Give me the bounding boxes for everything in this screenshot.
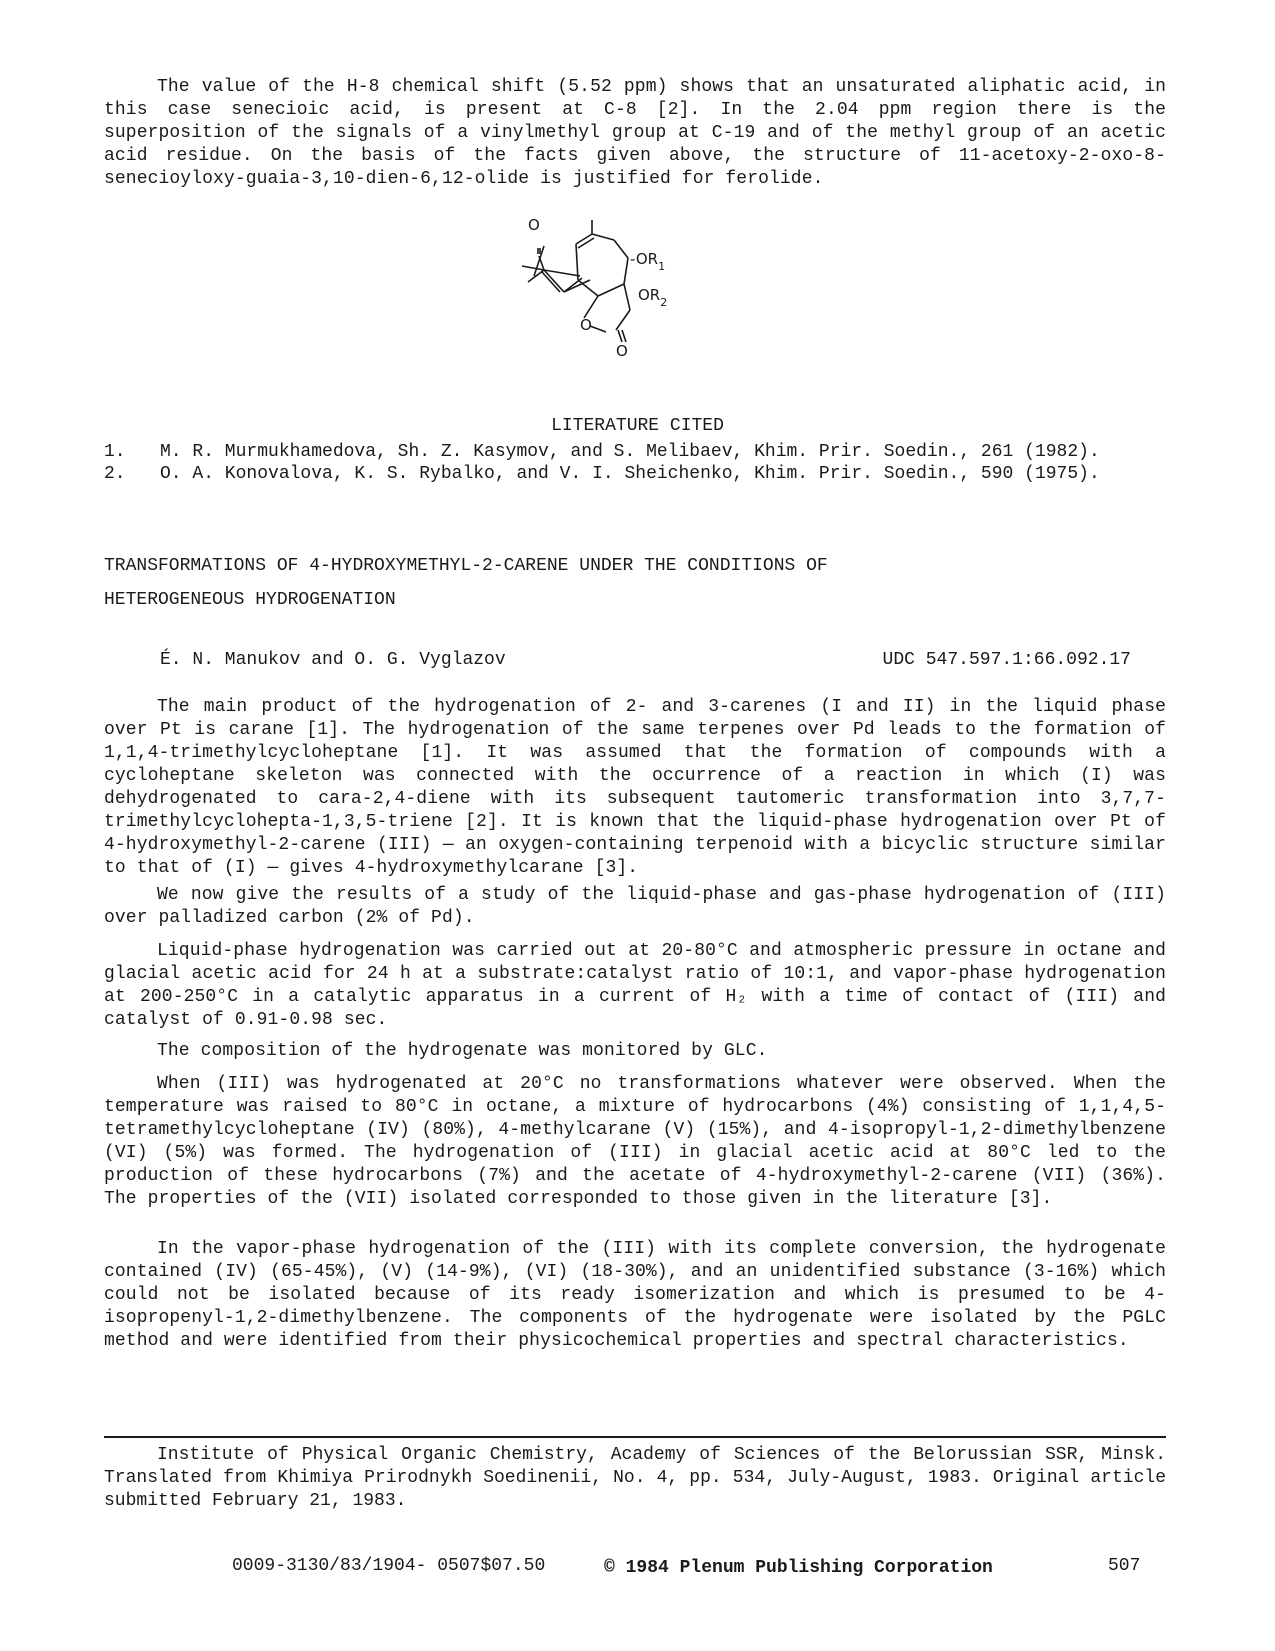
or1-label: $-OR_1$ bbox=[630, 250, 666, 273]
article-title-line-1: TRANSFORMATIONS OF 4-HYDROXYMETHYL-2-CARENE UNDER THE CONDITIONS OF bbox=[104, 556, 828, 576]
reference-number: 1. bbox=[104, 442, 126, 462]
oxo-label-bottom: O bbox=[616, 342, 628, 360]
reference-text: M. R. Murmukhamedova, Sh. Z. Kasymov, and S. Melibaev, Khim. Prir. Soedin., 261 (1982). bbox=[160, 442, 1100, 462]
body-paragraph: Liquid-phase hydrogenation was carried out at 20-80°C and atmospheric pressure in octane and glacial acetic acid for 24 h at a substrate:catalyst ratio of 10:1, and vapor-phase hydrogenation at 200-250°C in a catalytic apparatus in a current of H₂ with a time of contact of (III) and catalyst of 0.91-0.98 sec. bbox=[104, 941, 1166, 1030]
body-paragraph: In the vapor-phase hydrogenation of the (III) with its complete conversion, the hydrogenate contained (IV) (65-45%), (V) (14-9%), (VI) (18-30%), and an unidentified substance (3-16%) which could not be isolated because of its ready isomerization and which is presumed to be 4-isopropenyl-1,2-dimethylbenzene. The components of the hydrogenate were isolated by the PGLC method and were identified from their physicochemical properties and spectral characteristics. bbox=[104, 1239, 1166, 1351]
reference-text: O. A. Konovalova, K. S. Rybalko, and V. I. Sheichenko, Khim. Prir. Soedin., 590 (1975). bbox=[160, 464, 1100, 484]
body-paragraph: We now give the results of a study of the liquid-phase and gas-phase hydrogenation of (III) over palladized carbon (2% of Pd). bbox=[104, 885, 1166, 928]
body-paragraph: When (III) was hydrogenated at 20°C no transformations whatever were observed. When the temperature was raised to 80°C in octane, a mixture of hydrocarbons (4%) consisting of 1,1,4,5-tetramethylcycloheptane (IV) (80%), 4-methylcarane (V) (15%), and 4-isopropyl-1,2-dimethylbenzene (VI) (5%) was formed. The hydrogenation of (III) in glacial acetic acid at 80°C led to the production of these hydrocarbons (7%) and the acetate of 4-hydroxymethyl-2-carene (VII) (36%). The properties of the (VII) isolated corresponded to those given in the literature [3]. bbox=[104, 1074, 1166, 1209]
oxo-label-top: O bbox=[528, 216, 540, 234]
page-number: 507 bbox=[1108, 1556, 1141, 1576]
reference-item bbox=[104, 442, 1184, 462]
ferolide-structure-diagram bbox=[528, 216, 734, 376]
ring-oxygen-label: O bbox=[580, 316, 592, 334]
intro-paragraph: The value of the H-8 chemical shift (5.52 ppm) shows that an unsaturated aliphatic acid, in this case senecioic acid, is present at C-8 [2]. In the 2.04 ppm region there is the superposition of the signals of a vinylmethyl group at C-19 and of the methyl group of an acetic acid residue. On the basis of the facts given above, the structure of 11-acetoxy-2-oxo-8-senecioyloxy-guaia-3,10-dien-6,12-olide is justified for ferolide. bbox=[104, 77, 1166, 189]
footnote-divider bbox=[104, 1436, 1166, 1438]
reference-item bbox=[104, 464, 1184, 484]
or2-label: $OR_2$ bbox=[638, 286, 668, 309]
article-title-line-2: HETEROGENEOUS HYDROGENATION bbox=[104, 590, 396, 610]
literature-cited-heading: LITERATURE CITED bbox=[551, 416, 724, 436]
footnote: Institute of Physical Organic Chemistry, Academy of Sciences of the Belorussian SSR, Minsk. Translated from Khimiya Prirodnykh Soedinenii, No. 4, pp. 534, July-August, 1983. Original article submitted February 21, 1983. bbox=[104, 1445, 1166, 1511]
reference-number: 2. bbox=[104, 464, 126, 484]
footer-code: 0009-3130/83/1904- 0507$07.50 bbox=[232, 1556, 546, 1576]
footer-copyright: © 1984 Plenum Publishing Corporation bbox=[604, 1558, 993, 1578]
body-paragraph: The composition of the hydrogenate was monitored by GLC. bbox=[157, 1041, 768, 1061]
article-authors: É. N. Manukov and O. G. Vyglazov bbox=[160, 650, 506, 670]
body-paragraph: The main product of the hydrogenation of 2- and 3-carenes (I and II) in the liquid phase over Pt is carane [1]. The hydrogenation of the same terpenes over Pd leads to the formation of 1,1,4-trimethylcycloheptane [1]. It was assumed that the formation of compounds with a cycloheptane skeleton was connected with the occurrence of a reaction in which (I) was dehydrogenated to cara-2,4-diene with its subsequent tautomeric transformation into 3,7,7-trimethylcyclohepta-1,3,5-triene [2]. It is known that the liquid-phase hydrogenation over Pt of 4-hydroxymethyl-2-carene (III) — an oxygen-containing terpenoid with a bicyclic structure similar to that of (I) — gives 4-hydroxymethylcarane [3]. bbox=[104, 697, 1166, 878]
udc-code: UDC 547.597.1:66.092.17 bbox=[882, 650, 1131, 670]
